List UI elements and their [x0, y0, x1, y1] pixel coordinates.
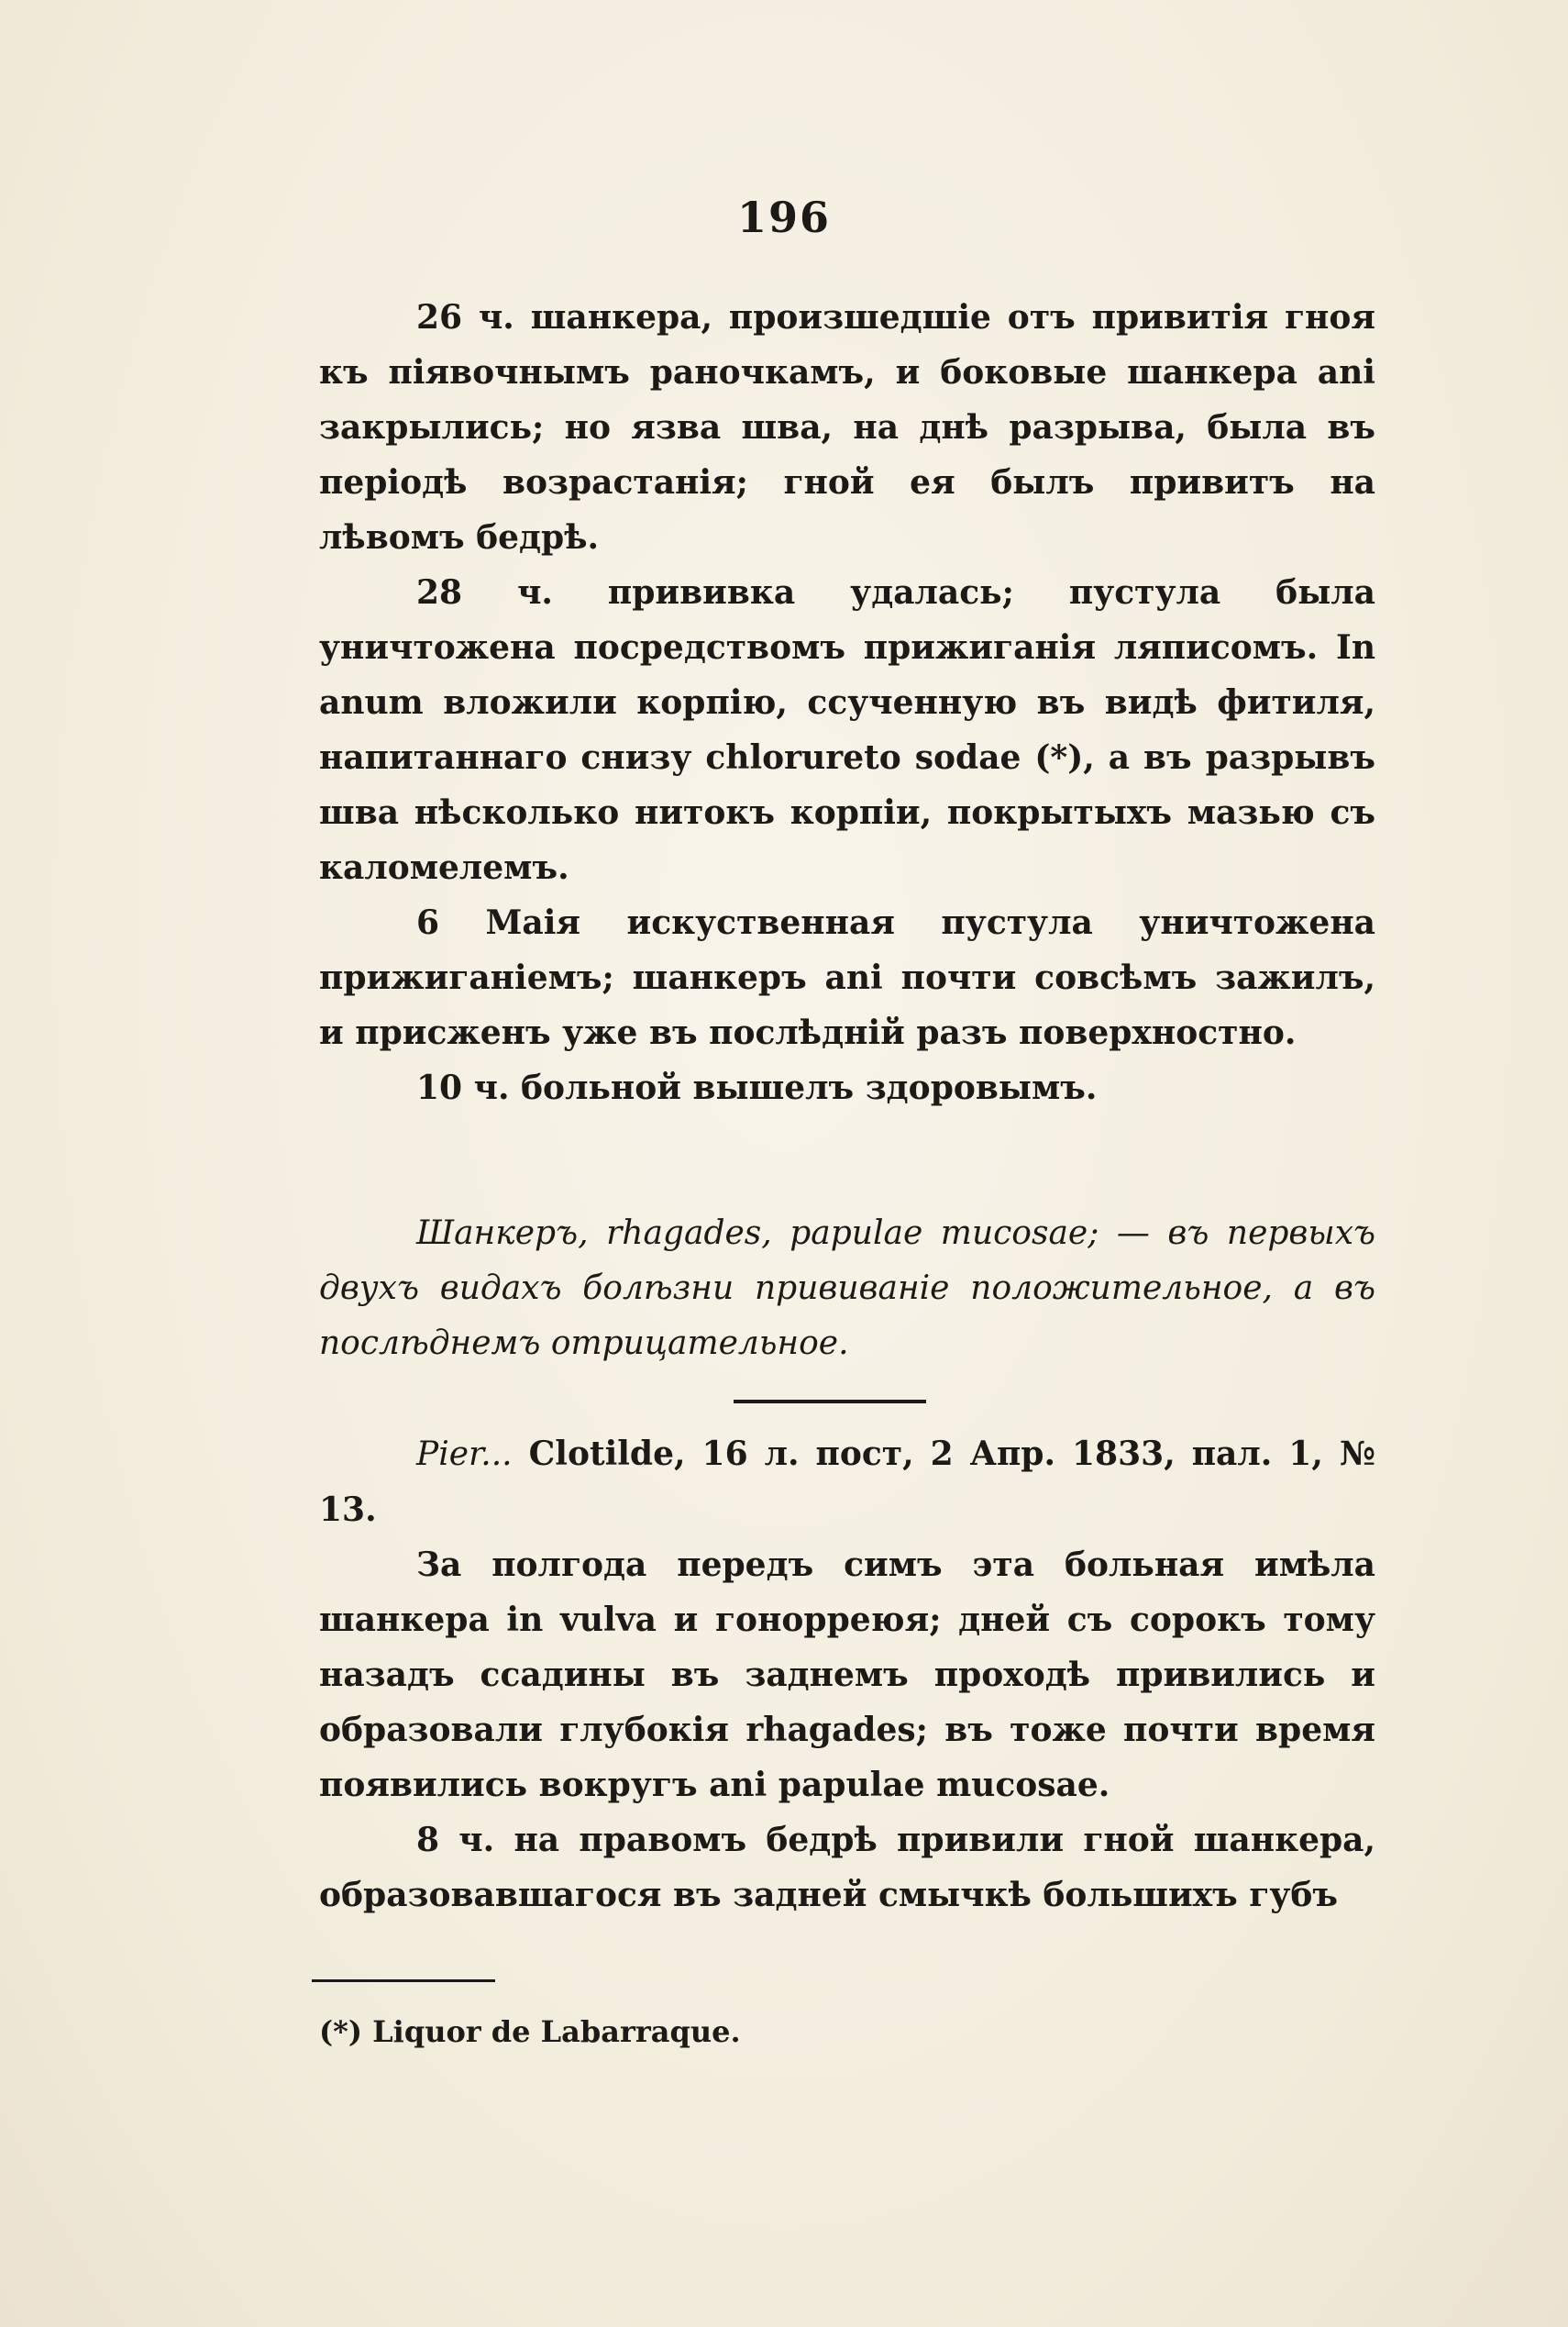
case-continuation: [319, 290, 1375, 1115]
case-details: Clotilde, 16 л. пост, 2 Апр. 1833, пал. 1, № 13.: [319, 1435, 1375, 1529]
paragraph: За полгода передъ симъ эта больная имѣла шанкера in vulva и гонорреюя; дней съ сорокъ тому назадъ ссадины въ заднемъ проходѣ привились и образовали глубокія rhagades; въ тоже почти время появились вокругъ ani papulae mucosae.: [319, 1546, 1375, 1804]
case-record: [319, 1426, 1375, 1923]
paragraph: 28 ч. прививка удалась; пустула была уничтожена посредствомъ прижиганія ляписомъ. In anum вложили корпію, ссученную въ видѣ фитиля, напитаннаго снизу chlorureto sodae (*), а въ разрывъ шва нѣсколько нитокъ корпіи, покрытыхъ мазью съ каломелемъ.: [319, 573, 1375, 887]
paragraph: 10 ч. больной вышелъ здоровымъ.: [416, 1069, 1098, 1107]
patient-name: Pier...: [416, 1435, 513, 1473]
paragraph: 6 Маія искуственная пустула уничтожена прижиганіемъ; шанкеръ ani почти совсѣмъ зажилъ, и присженъ уже въ послѣдній разъ поверхностно.: [319, 903, 1375, 1052]
paragraph: 26 ч. шанкера, произшедшіе отъ привитія гноя къ піявочнымъ раночкамъ, и боковые шанкера ani закрылись; но язва шва, на днѣ разрыва, была въ періодѣ возрастанія; гной ея былъ привитъ на лѣвомъ бедрѣ.: [319, 298, 1375, 557]
case-header: [319, 1426, 1375, 1537]
section-heading: Шанкеръ, rhagades, papulae mucosae; — въ первыхъ двухъ видахъ болѣзни прививаніе положительное, а въ послѣднемъ отрицательное.: [319, 1214, 1375, 1362]
footnote: (*) Liquor de Labarraque.: [319, 2014, 741, 2049]
footnote-divider: [312, 1979, 495, 1982]
paragraph: 8 ч. на правомъ бедрѣ привили гной шанкера, образовавшагося въ задней смычкѣ большихъ губъ: [319, 1821, 1375, 1914]
section-heading-block: [319, 1206, 1375, 1371]
section-divider: [734, 1400, 926, 1403]
page-number: 196: [736, 193, 832, 242]
